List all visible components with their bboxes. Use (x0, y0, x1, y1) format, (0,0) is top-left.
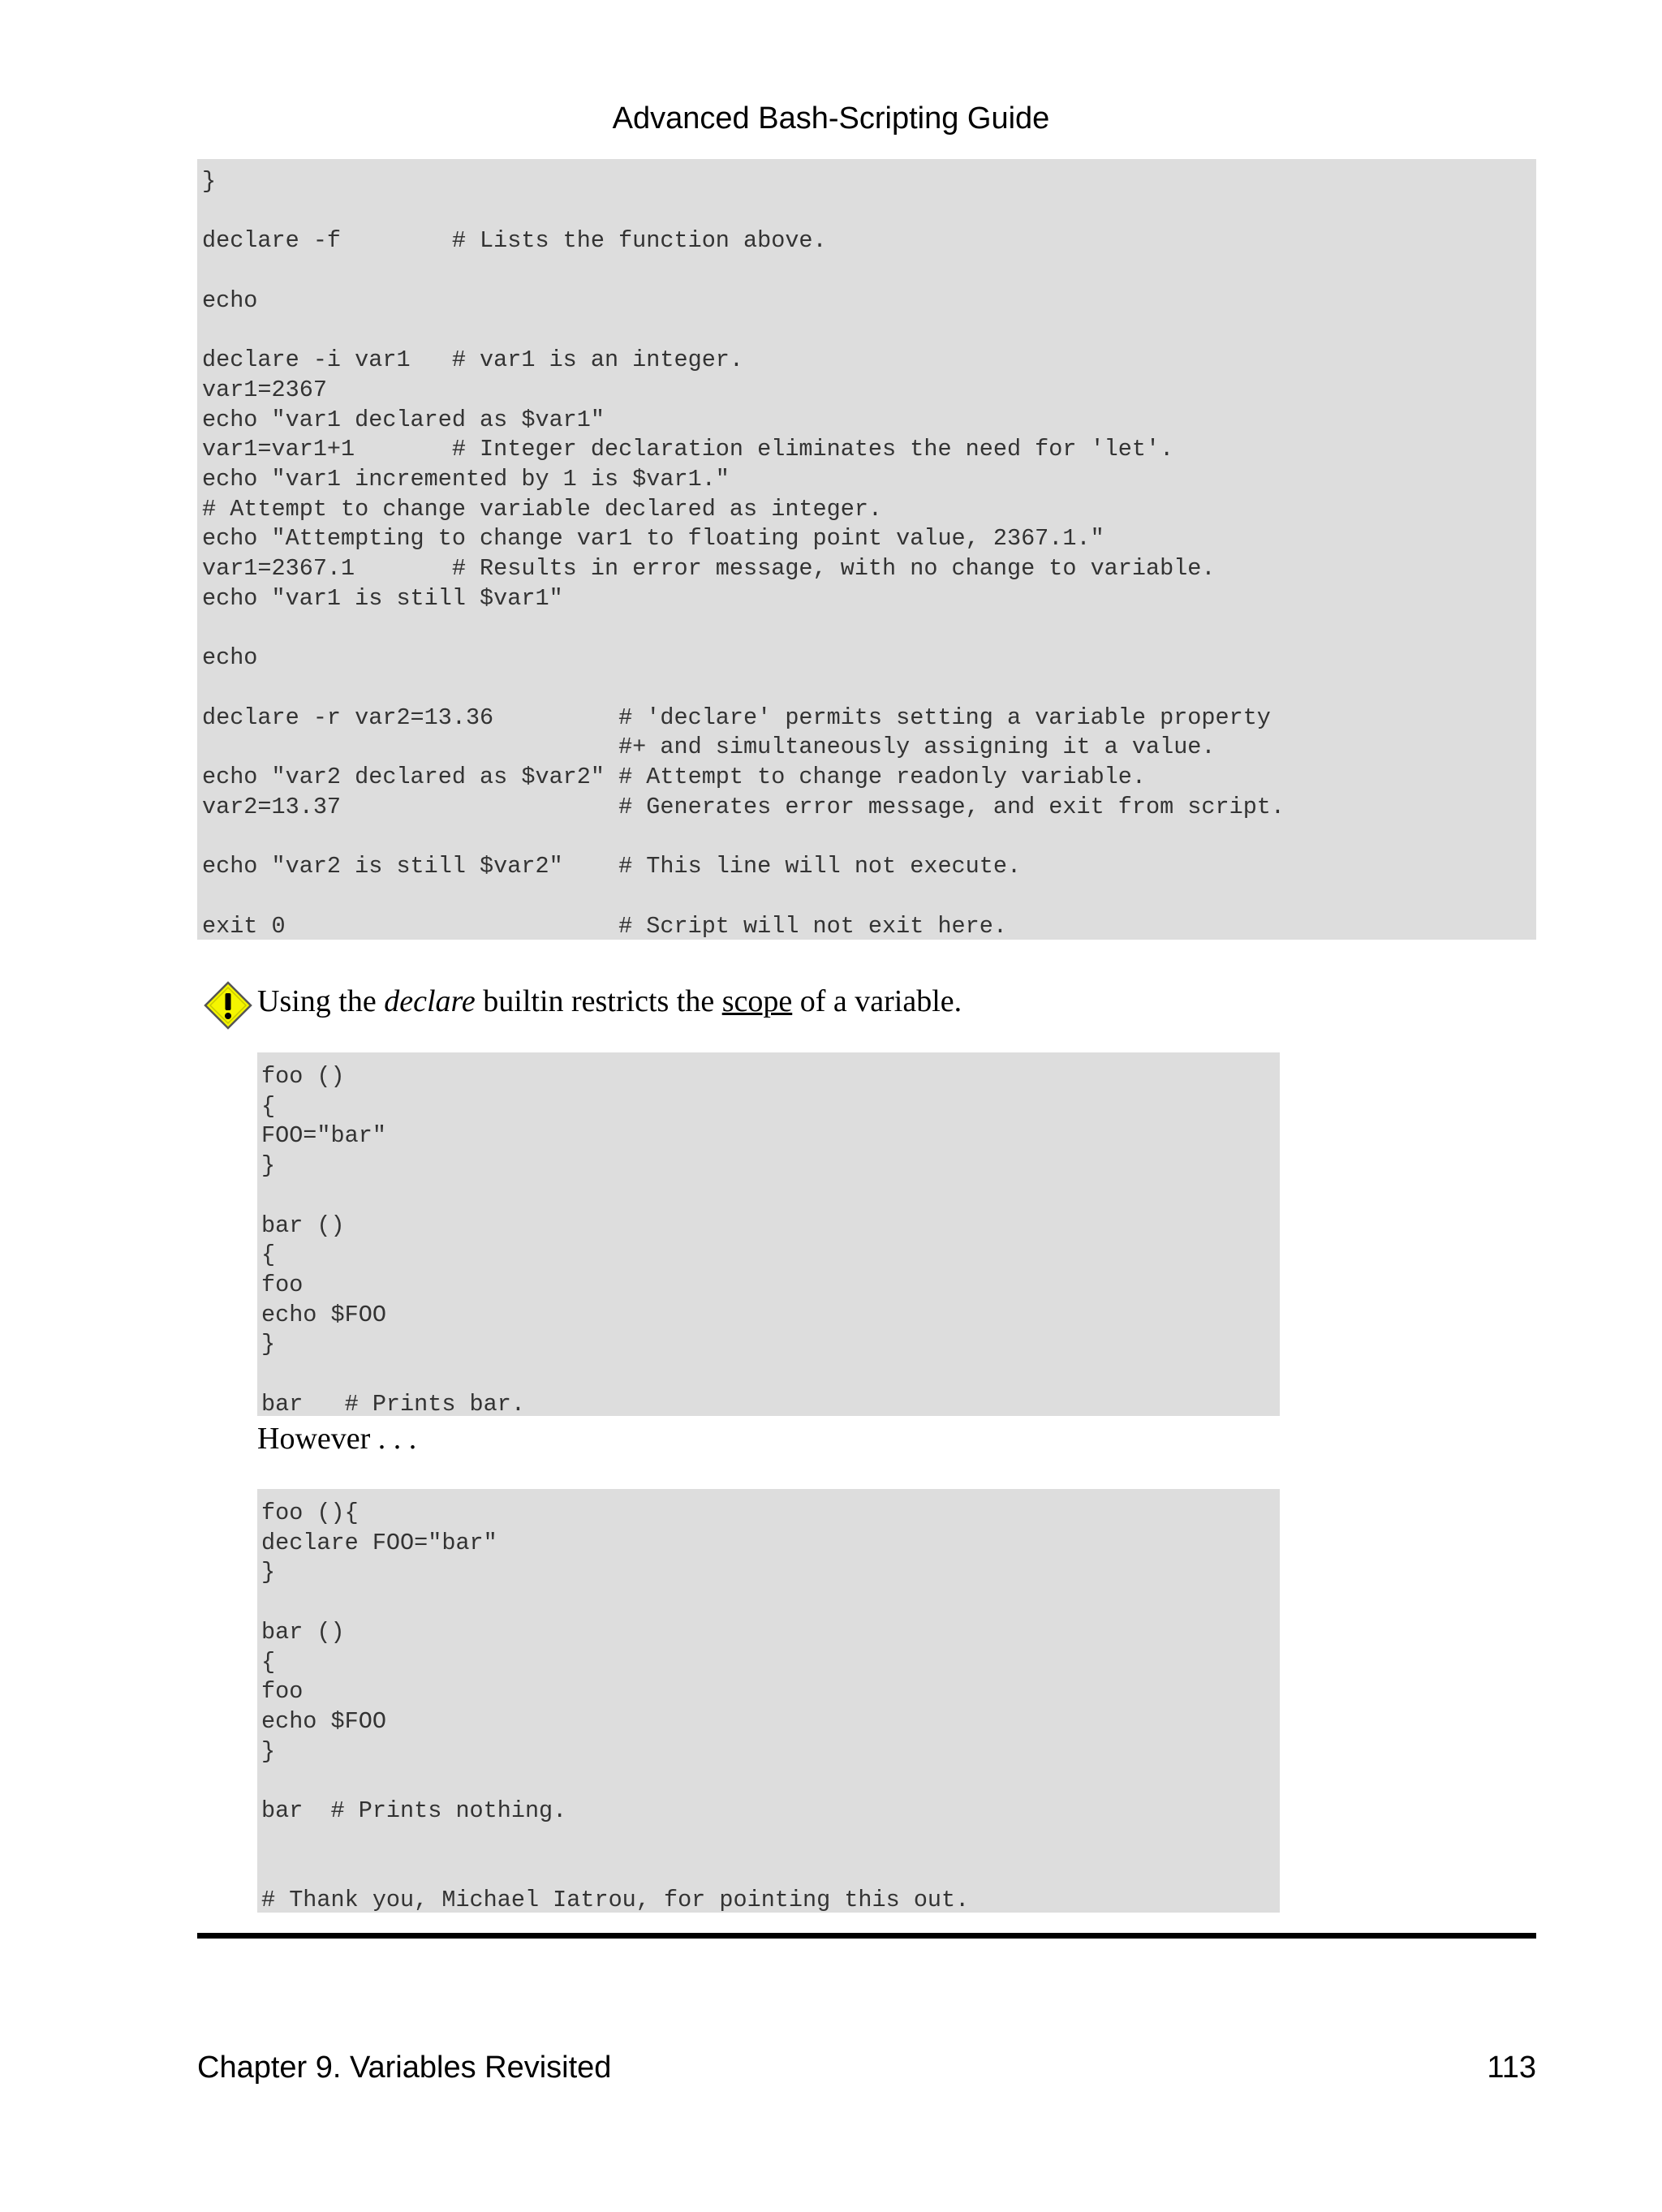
footer-page-number: 113 (1487, 2051, 1536, 2085)
footer-chapter-title: Chapter 9. Variables Revisited (197, 2051, 612, 2085)
note-text-declare: declare (384, 984, 476, 1018)
code-block-scope-example-1: foo () { FOO="bar" } bar () { foo echo $FOO } bar # Prints bar. (257, 1052, 1280, 1416)
code-block-scope-example-2: foo (){ declare FOO="bar" } bar () { foo echo $FOO } bar # Prints nothing. # Thank you, Michael Iatrou, for pointing this out. (257, 1489, 1280, 1913)
warning-note (203, 974, 1542, 1032)
warning-note-text (257, 979, 962, 1024)
footer-divider (197, 1933, 1536, 1939)
however-text: However . . . (257, 1422, 417, 1456)
warning-icon (203, 980, 253, 1031)
page-header-title: Advanced Bash-Scripting Guide (612, 101, 1050, 136)
scope-link[interactable]: scope (721, 984, 793, 1018)
note-text-middle: builtin restricts the (475, 984, 722, 1018)
code-block-declare-examples: } declare -f # Lists the function above. echo declare -i var1 # var1 is an integer. var1=2367 echo "var1 declared as $var1" var1=var1+1 # Integer declaration eliminates the need for 'let'. echo "var1 incremented by 1 is $var1." # Attempt to change variable declared as integer. echo "Attempting to change var1 to floating point value, 2367.1." var1=2367.1 # Results in error message, with no change to variable. echo "var1 is still $var1" echo declare -r var2=13.36 # 'declare' permits setting a variable property #+ and simultaneously assigning it a value. echo "var2 declared as $var2" # Attempt to change readonly variable. var2=13.37 # Generates error message, and exit from script. echo "var2 is still $var2" # This line will not execute. exit 0 # Script will not exit here. (197, 159, 1536, 940)
note-text-before: Using the (257, 984, 385, 1018)
note-text-after: of a variable. (792, 984, 962, 1018)
